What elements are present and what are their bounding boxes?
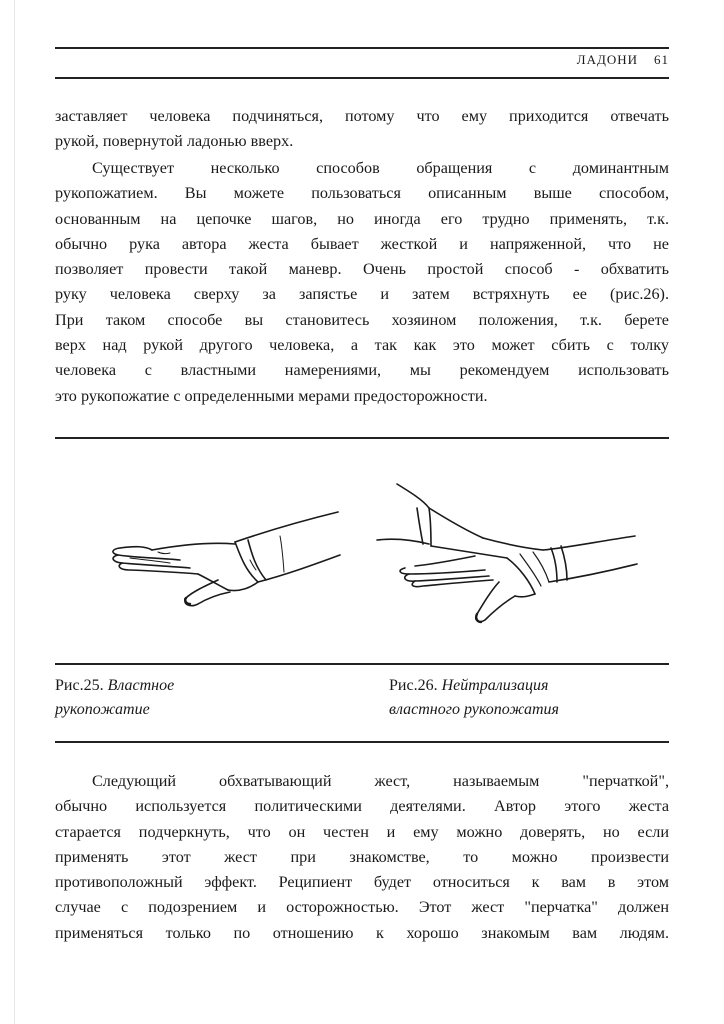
text-line: Следующий обхватывающий жест, называемым "перчаткой",	[92, 772, 669, 790]
text-line: Существует несколько способов обращения с доминантным	[92, 159, 669, 177]
text-line: При таком способе вы становитесь хозяином положения, т.к. берете	[55, 310, 669, 329]
text-line: верх над рукой другого человека, а так как это может сбить с толку	[55, 336, 669, 355]
figure-bottom-rule	[55, 741, 669, 743]
text-line: противоположный эффект. Реципиент будет относиться к вам в этом	[55, 873, 669, 892]
figure-25-illustration	[100, 500, 350, 620]
paragraph-dominant-handshake	[55, 156, 669, 409]
figure-26-illustration	[365, 478, 665, 638]
paragraph-glove-gesture	[55, 769, 669, 946]
figure-25-label: Рис.25.	[55, 677, 104, 694]
figure-26-label: Рис.26.	[389, 677, 438, 694]
text-line: старается подчеркнуть, что он честен и ему можно доверять, но если	[55, 822, 669, 841]
text-line: позволяет провести такой маневр. Очень простой способ - обхватить	[55, 260, 669, 279]
page-number: 61	[654, 52, 669, 67]
figure-26-caption	[389, 674, 559, 722]
header-bottom-rule	[55, 77, 669, 79]
text-line: это рукопожатие с определенными мерами предосторожности.	[55, 386, 488, 405]
text-line: руку человека сверху за запястье и затем встряхнуть ее (рис.26).	[55, 285, 669, 304]
text-line: рукопожатием. Вы можете пользоваться описанным выше способом,	[55, 184, 669, 203]
header-top-rule	[55, 47, 669, 49]
text-line: применять этот жест при знакомстве, то можно произвести	[55, 847, 669, 866]
figure-caption-top-rule	[55, 663, 669, 665]
figure-25-caption	[55, 674, 174, 722]
page-edge	[14, 0, 15, 1024]
text-line: рукой, повернутой ладонью вверх.	[55, 132, 294, 151]
text-line: заставляет человека подчиняться, потому что ему приходится отвечать	[55, 107, 669, 125]
header-title: ЛАДОНИ	[576, 52, 638, 67]
figure-top-rule	[55, 437, 669, 439]
figure-26-caption-text-2: властного рукопожатия	[389, 701, 559, 718]
figure-25-caption-text-2: рукопожатие	[55, 701, 150, 718]
text-line: основанным на цепочке шагов, но иногда его трудно применять, т.к.	[55, 209, 669, 228]
paragraph-continuation	[55, 104, 669, 155]
figure-26-caption-text: Нейтрализация	[441, 677, 549, 694]
figure-25-caption-text: Властное	[107, 677, 175, 694]
text-line: применяться только по отношению к хорошо знакомым вам людям.	[55, 923, 669, 942]
text-line: человека с властными намерениями, мы рекомендуем использовать	[55, 361, 669, 380]
text-line: случае с подозрением и осторожностью. Этот жест "перчатка" должен	[55, 898, 669, 917]
running-header	[55, 52, 669, 72]
text-line: обычно используется политическими деятелями. Автор этого жеста	[55, 797, 669, 816]
text-line: обычно рука автора жеста бывает жесткой и напряженной, что не	[55, 234, 669, 253]
